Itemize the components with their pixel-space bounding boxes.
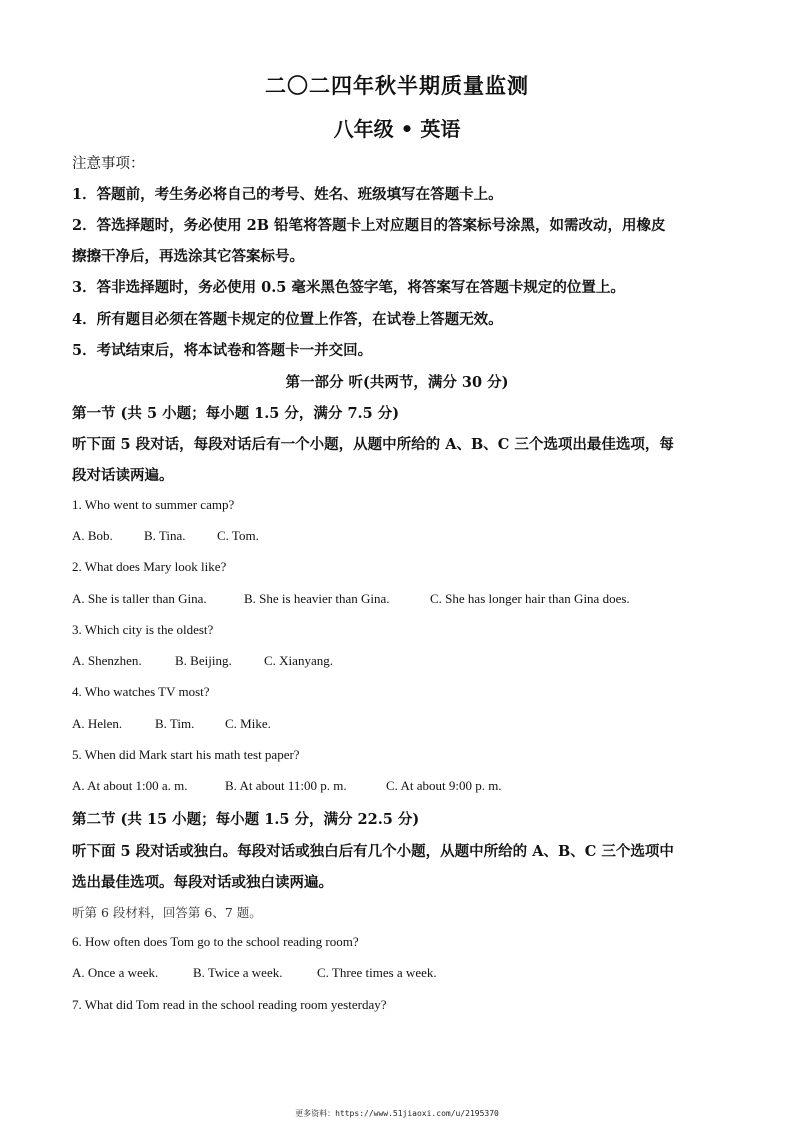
note-item: 4．所有题目必须在答题卡规定的位置上作答，在试卷上答题无效。 [72,311,503,328]
note-item: 2．答选择题时，务必使用 2B 铅笔将答题卡上对应题目的答案标号涂黑，如需改动，用橡皮 [72,217,666,234]
footer-link[interactable]: 更多资料：https://www.51jiaoxi.com/u/2195370 [295,1109,499,1118]
exam-title: 二〇二四年秋半期质量监测 [265,73,529,98]
option-a: A. Once a week. [72,965,159,980]
section1-instructions: 听下面 5 段对话，每段对话后有一个小题，从题中所给的 A、B、C 三个选项出最佳选项，每 [72,436,674,453]
option-a: A. She is taller than Gina. [72,591,207,606]
option-a: A. Helen. [72,716,123,731]
option-b: B. She is heavier than Gina. [244,591,390,606]
option-c: C. At about 9:00 p. m. [386,778,502,793]
part1-title: 第一部分 听(共两节，满分 30 分) [285,374,509,391]
question-4: 4. Who watches TV most? [72,684,210,699]
question-5: 5. When did Mark start his math test paper? [72,747,300,762]
note-item: 1．答题前，考生务必将自己的考号、姓名、班级填写在答题卡上。 [72,186,503,203]
note-item: 5．考试结束后，将本试卷和答题卡一并交回。 [72,342,373,359]
question-3: 3. Which city is the oldest? [72,622,214,637]
notes-heading: 注意事项： [72,156,145,172]
option-b: B. Tina. [144,528,186,543]
section1-instructions: 段对话读两遍。 [72,467,174,484]
option-b: B. Tim. [155,716,195,731]
question-1: 1. Who went to summer camp? [72,497,235,512]
question-7: 7. What did Tom read in the school reading room yesterday? [72,997,387,1012]
option-a: A. At about 1:00 a. m. [72,778,188,793]
note-item: 3．答非选择题时，务必使用 0.5 毫米黑色签字笔，将答案写在答题卡规定的位置上。 [72,279,625,296]
exam-subtitle: 八年级 • 英语 [333,117,461,141]
question-2: 2. What does Mary look like? [72,559,227,574]
option-c: C. Xianyang. [264,653,333,668]
section2-instructions: 选出最佳选项。每段对话或独白读两遍。 [72,874,333,891]
option-b: B. At about 11:00 p. m. [225,778,347,793]
option-a: A. Shenzhen. [72,653,142,668]
question-6: 6. How often does Tom go to the school reading room? [72,934,359,949]
material-note: 听第 6 段材料，回答第 6、7 题。 [72,905,262,920]
note-item: 擦擦干净后，再选涂其它答案标号。 [72,248,304,265]
option-b: B. Twice a week. [193,965,283,980]
option-c: C. She has longer hair than Gina does. [430,591,630,606]
option-c: C. Three times a week. [317,965,437,980]
section1-title: 第一节 (共 5 小题；每小题 1.5 分，满分 7.5 分) [72,405,400,422]
option-c: C. Mike. [225,716,271,731]
option-b: B. Beijing. [175,653,232,668]
section2-instructions: 听下面 5 段对话或独白。每段对话或独白后有几个小题，从题中所给的 A、B、C 三个选项中 [72,843,674,860]
section2-title: 第二节 (共 15 小题；每小题 1.5 分，满分 22.5 分) [72,811,420,828]
option-c: C. Tom. [217,528,259,543]
option-a: A. Bob. [72,528,113,543]
